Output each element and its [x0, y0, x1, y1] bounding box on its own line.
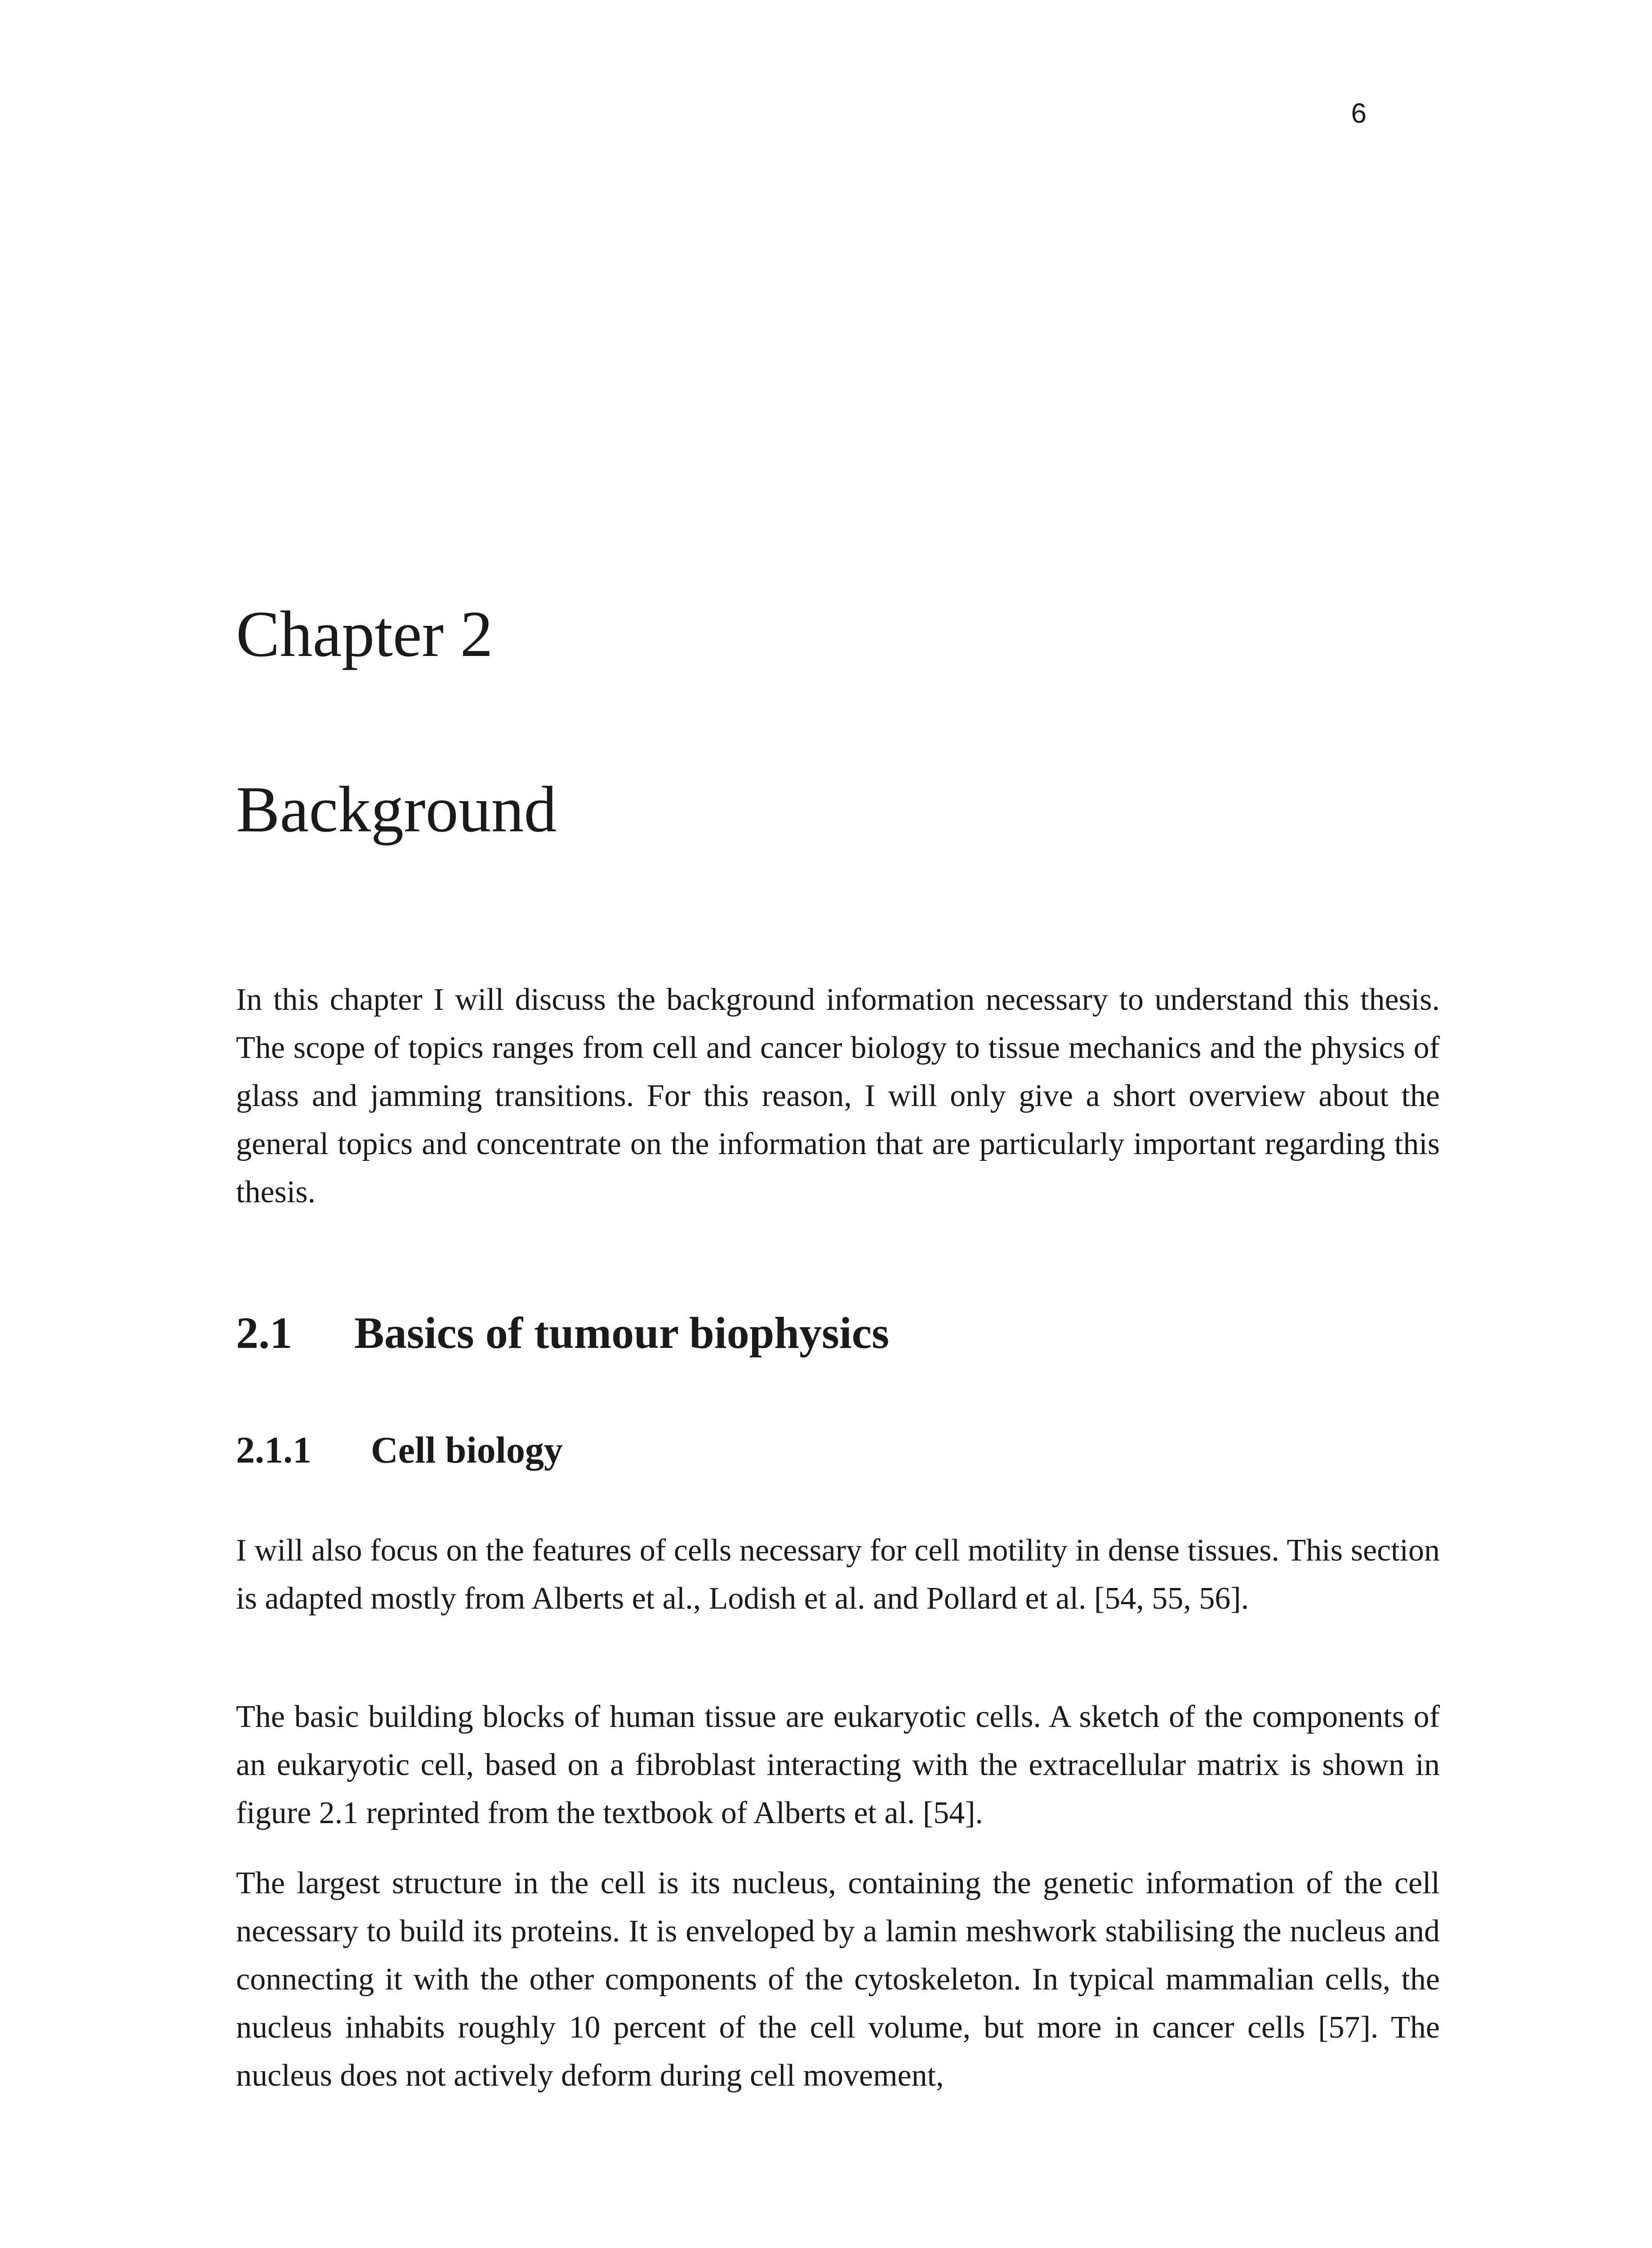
intro-paragraph: In this chapter I will discuss the background information necessary to understand this thesis. The scope of topics ranges from cell and cancer biology to tissue mechanics and the physics of glass and jamming transitions. For this reason, I will only give a short overview about the general topics and concentrate on the information that are particularly important regarding this thesis.: [236, 982, 1440, 1209]
body-paragraph: The largest structure in the cell is its nucleus, containing the genetic information of the cell necessary to build its proteins. It is enveloped by a lamin meshwork stabilising the nucleus and connecting it with the other components of the cytoskeleton. In typical mammalian cells, the nucleus inhabits roughly 10 percent of the cell volume, but more in cancer cells [57]. The nucleus does not actively deform during cell movement,: [236, 1866, 1440, 2093]
page-number: 6: [1351, 98, 1367, 129]
body-paragraph: The basic building blocks of human tissue are eukaryotic cells. A sketch of the components of an eukaryotic cell, based on a fibroblast interacting with the extracellular matrix is shown in figure 2.1 reprinted from the textbook of Alberts et al. [54].: [236, 1699, 1440, 1830]
subsection-number: 2.1.1: [236, 1429, 312, 1471]
chapter-title: Background: [236, 773, 557, 846]
section-title: Basics of tumour biophysics: [354, 1308, 890, 1358]
chapter-label: Chapter 2: [236, 598, 493, 670]
body-paragraph: I will also focus on the features of cells necessary for cell motility in dense tissues. This section is adapted mostly from Alberts et al., Lodish et al. and Pollard et al. [54, 55, 56].: [236, 1533, 1440, 1616]
section-number: 2.1: [236, 1308, 292, 1358]
subsection-title: Cell biology: [371, 1429, 563, 1471]
section-heading: [236, 1308, 889, 1358]
subsection-heading: [236, 1430, 563, 1471]
